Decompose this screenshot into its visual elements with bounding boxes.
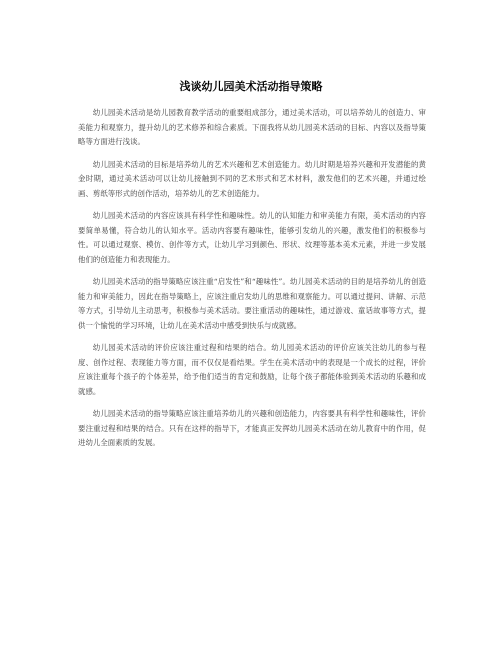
paragraph-conclusion: 幼儿园美术活动的指导策略应该注重培养幼儿的兴趣和创造能力，内容要具有科学性和趣味性，评价要注重过程和结果的结合。只有在这样的指导下，才能真正发挥幼儿园美术活动在幼儿教育中的作用，促进幼儿全面素质的发展。 (78, 409, 426, 447)
paragraph-evaluation: 幼儿园美术活动的评价应该注重过程和结果的结合。幼儿园美术活动的评价应该关注幼儿的参与程度、创作过程、表现能力等方面，而不仅仅是看结果。学生在美术活动中的表现是一个成长的过程，评价应该注重每个孩子的个体差异，给予他们适当的肯定和鼓励，让每个孩子都能体验到美术活动的乐趣和成就感。 (78, 343, 426, 396)
paragraph-guidance: 幼儿园美术活动的指导策略应该注重“启发性”和“趣味性”。幼儿园美术活动的目的是培养幼儿的创造能力和审美能力，因此在指导策略上，应该注重启发幼儿的思维和观察能力。可以通过提问、讲解、示范等方式，引导幼儿主动思考，积极参与美术活动。要注重活动的趣味性，通过游戏、童话故事等方式，提供一个愉悦的学习环境，让幼儿在美术活动中感受到快乐与成就感。 (78, 277, 426, 330)
document-title: 浅谈幼儿园美术活动指导策略 (179, 80, 323, 93)
document-body (78, 106, 426, 459)
paragraph-goals: 幼儿园美术活动的目标是培养幼儿的艺术兴趣和艺术创造能力。幼儿时期是培养兴趣和开发潜能的黄金时期，通过美术活动可以让幼儿接触到不同的艺术形式和艺术材料，激发他们的艺术兴趣，并通过绘画、剪纸等形式的创作活动，培养幼儿的艺术创造能力。 (78, 159, 426, 198)
paragraph-content: 幼儿园美术活动的内容应该具有科学性和趣味性。幼儿的认知能力和审美能力有限，美术活动的内容要简单易懂，符合幼儿的认知水平。活动内容要有趣味性，能够引发幼儿的兴趣，激发他们的积极参与性。可以通过观察、模仿、创作等方式，让幼儿学习到颜色、形状、纹理等基本美术元素，并进一步发展他们的创造能力和表现能力。 (78, 211, 426, 264)
paragraph-intro: 幼儿园美术活动是幼儿园教育教学活动的重要组成部分，通过美术活动，可以培养幼儿的创造力、审美能力和观察力，提升幼儿的艺术修养和综合素质。下面我将从幼儿园美术活动的目标、内容以及指导策略等方面进行浅谈。 (78, 108, 426, 146)
